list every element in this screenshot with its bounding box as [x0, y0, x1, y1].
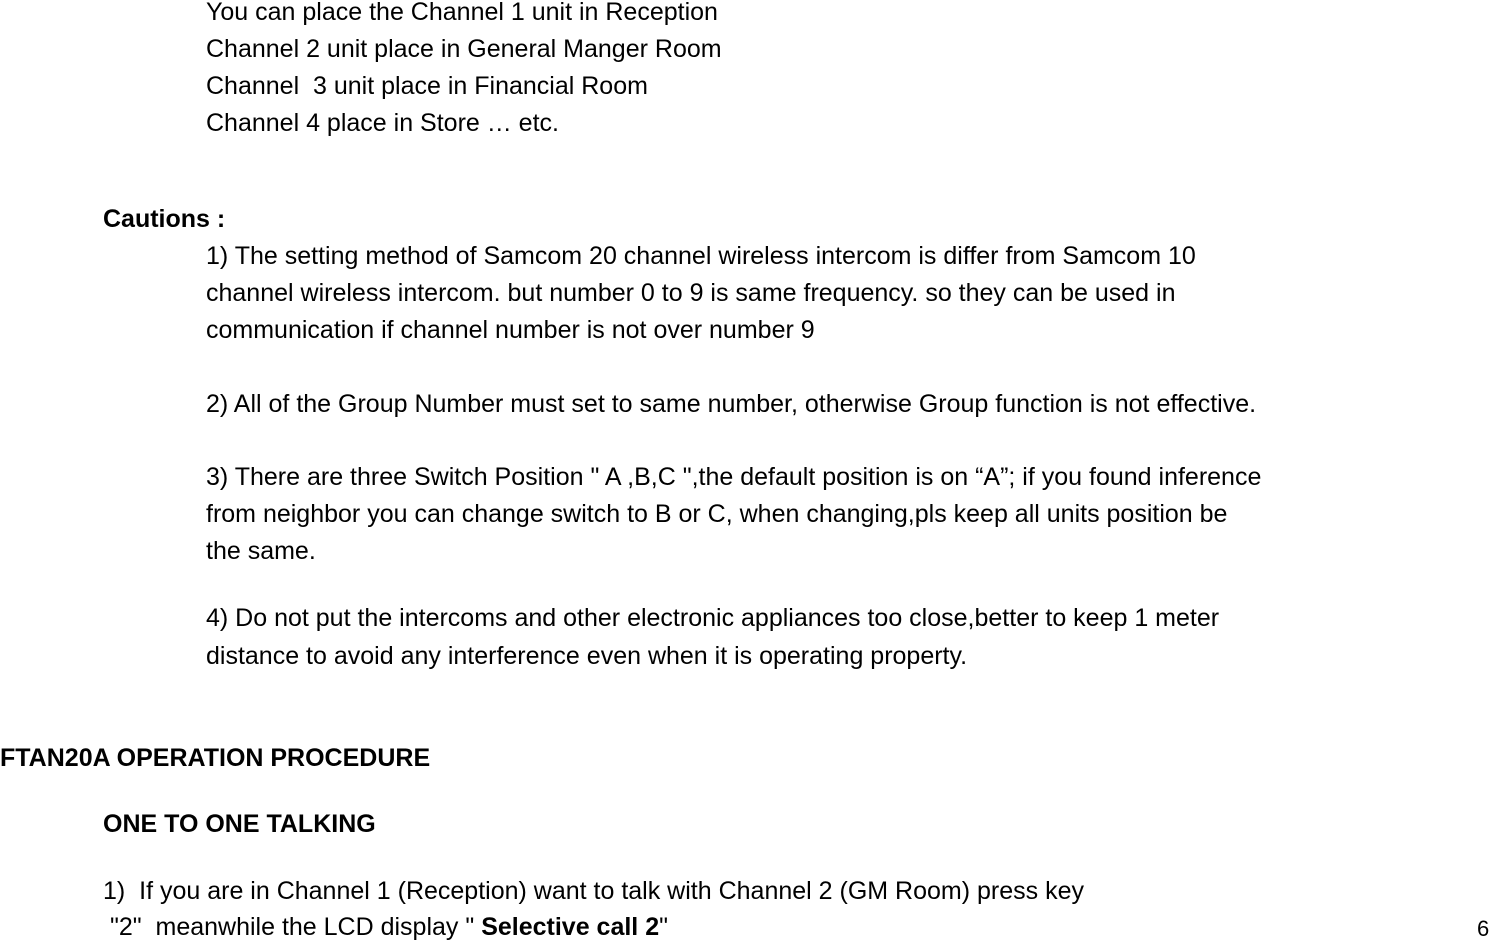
- step-1-line-2-prefix: "2" meanwhile the LCD display ": [103, 913, 482, 941]
- caution-1-line-2: channel wireless intercom. but number 0 to 9 is same frequency. so they can be used in: [206, 279, 1176, 307]
- cautions-heading: Cautions :: [103, 205, 226, 233]
- caution-4-line-1: 4) Do not put the intercoms and other electronic appliances too close,better to keep 1 meter: [206, 604, 1220, 632]
- placement-line-3: Channel 3 unit place in Financial Room: [206, 72, 648, 100]
- caution-3-line-1: 3) There are three Switch Position " A ,B,C ",the default position is on “A”; if you found inference: [206, 463, 1262, 491]
- step-1-line-2: [103, 912, 668, 942]
- step-1-line-1: 1) If you are in Channel 1 (Reception) want to talk with Channel 2 (GM Room) press key: [103, 877, 1084, 905]
- caution-1-line-1: 1) The setting method of Samcom 20 channel wireless intercom is differ from Samcom 10: [206, 242, 1196, 270]
- caution-2-line-1: 2) All of the Group Number must set to same number, otherwise Group function is not effective.: [206, 390, 1257, 418]
- page-number: 6: [1477, 916, 1490, 941]
- placement-line-2: Channel 2 unit place in General Manger Room: [206, 35, 722, 63]
- caution-1-line-3: communication if channel number is not over number 9: [206, 316, 815, 344]
- caution-4-line-2: distance to avoid any interference even when it is operating property.: [206, 642, 968, 670]
- procedure-subheading: ONE TO ONE TALKING: [103, 810, 376, 838]
- step-1-line-2-suffix: ": [659, 913, 668, 941]
- placement-line-4: Channel 4 place in Store … etc.: [206, 109, 559, 137]
- placement-line-1: You can place the Channel 1 unit in Reception: [206, 0, 718, 26]
- caution-3-line-3: the same.: [206, 537, 316, 565]
- lcd-display-text: Selective call 2: [481, 913, 660, 941]
- procedure-heading: FTAN20A OPERATION PROCEDURE: [0, 744, 431, 772]
- caution-3-line-2: from neighbor you can change switch to B or C, when changing,pls keep all units position be: [206, 500, 1228, 528]
